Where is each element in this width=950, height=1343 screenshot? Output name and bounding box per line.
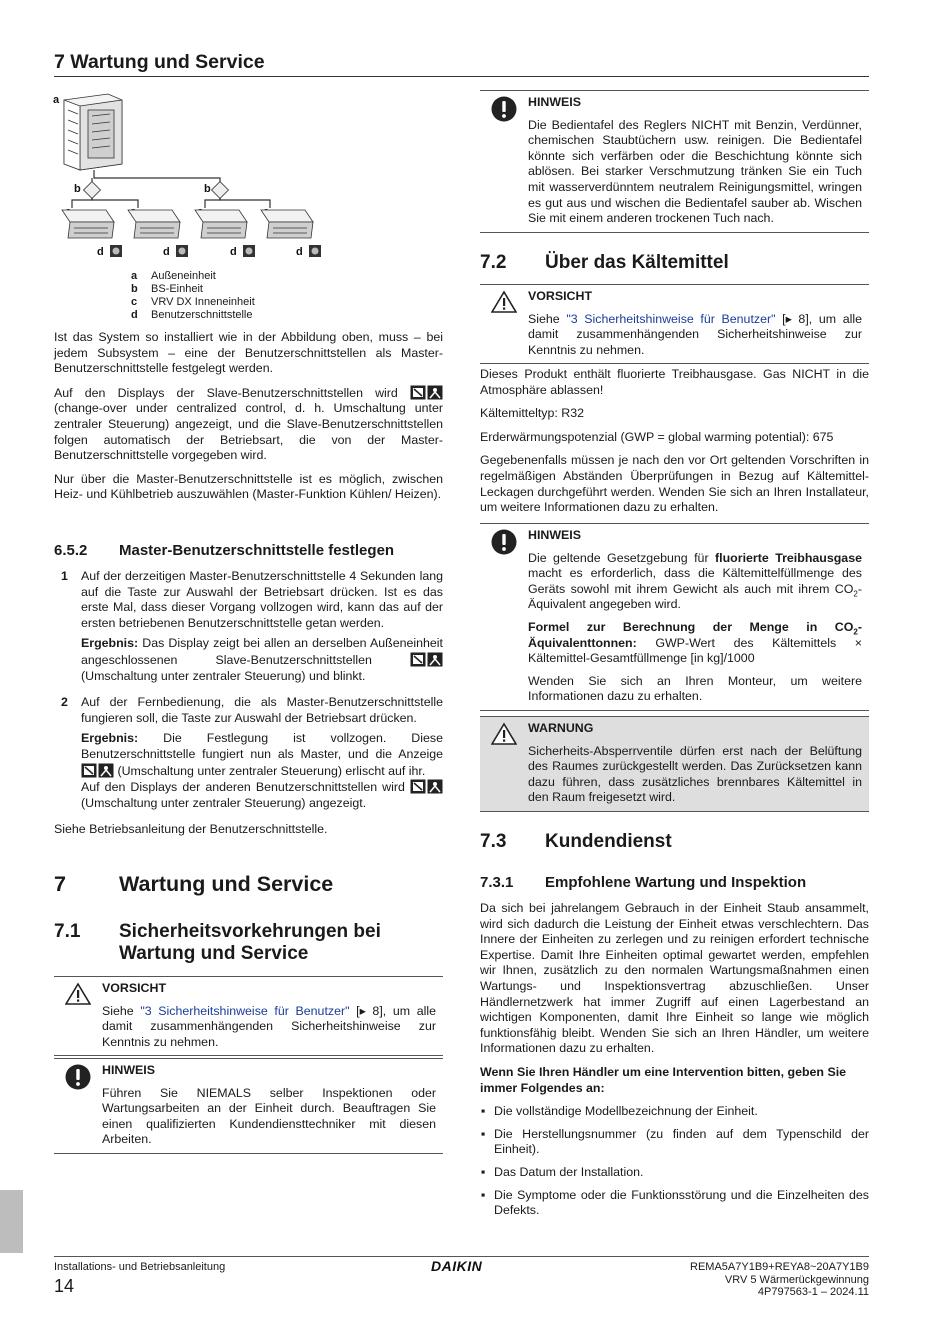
outdoor-unit-icon [64, 94, 122, 170]
paragraph: Nur über die Master-Benutzerschnittstelle ist es möglich, zwischen Heiz- und Kühlbetrieb auszuwählen (Master-Funktion Kühlen/ Heizen). [54, 471, 443, 502]
caution-box-left: VORSICHT Siehe "3 Sicherheitshinweise für Benutzer" [▸ 8], um alle damit zusammenhängenden Sicherheitshinweise zur Kenntnis zu nehmen. [54, 976, 443, 1056]
paragraph: Erderwärmungspotenzial (GWP = global warming potential): 675 [480, 429, 834, 444]
remote-control-icon [176, 245, 188, 257]
notice-box-left: HINWEIS Führen Sie NIEMALS selber Inspektionen oder Wartungsarbeiten an der Einheit durch. Beauftragen Sie einen qualifizierten Kundendiensttechniker mit diesen Arbeiten. [54, 1058, 443, 1154]
changeover-central-control-icon [81, 763, 114, 778]
paragraph: Gegebenenfalls müssen je nach den vor Ort geltenden Vorschriften in regelmäßigen Abständen Überprüfungen in Bezug auf Kältemittel-Leckagen durchgeführt werden. Wenden Sie sich an Ihren Installateur, um weitere Informationen dazu zu erhalten. [480, 453, 869, 515]
notice-exclamation-icon [491, 96, 517, 122]
step-item: 1 Auf der derzeitigen Master-Benutzerschnittstelle 4 Sekunden lang auf die Taste zur Auswahl der Betriebsart drücken. Ist es das erste Mal, dass dieser Vorgang vollzogen wird, kann das auf der ersten betriebenen Benutzerschnittstelle getan werden. Ergebnis: Das Display zeigt bei allen an derselben Außeneinheit angeschlossenen Slave-Benutzerschnittstellen (Umschaltung unter zentraler Steuerung) und blinkt. [61, 569, 443, 683]
page-header [54, 50, 869, 77]
label-a: a [53, 94, 60, 106]
section-7-3-1-heading: 7.3.1 Empfohlene Wartung und Inspektion [480, 874, 807, 891]
section-7-heading: 7 Wartung und Service [54, 872, 334, 896]
notice-box-right-2: HINWEIS Die geltende Gesetzgebung für fluorierte Treibhausgase macht es erforderlich, dass die Kältemittelfüllmenge des Geräts sowohl mit ihrem Gewicht als auch mit ihrem $CO_2$-Äquivalent angegeben wird. Formel zur Berechnung der Menge in $CO_2$-Äquivalenttonnen: GWP-Wert des Kältemittels × Kältemittel-Gesamtfüllmenge [in kg]/1000 Wenden Sie sich an Ihren Monteur, um weitere Informationen dazu zu erhalten. [480, 523, 869, 711]
changeover-central-control-icon [410, 779, 443, 794]
maintenance-text [480, 901, 869, 1226]
indoor-unit-icon [62, 210, 114, 238]
footer-model-info: REMA5A7Y1B9+REYA8~20A7Y1B9 VRV 5 Wärmerückgewinnung 4P797563-1 – 2024.11 [690, 1261, 869, 1299]
label-d4: d [296, 246, 303, 258]
warning-box: WARNUNG Sicherheits-Absperrventile dürfen erst nach der Belüftung des Raumes zurückgestellt werden. Das Zurücksetzen kann dazu führen, dass zusätzliches brennbares Kältemittel in den Raum freigesetzt wird. [480, 716, 869, 812]
paragraph: Siehe Betriebsanleitung der Benutzerschnittstelle. [54, 822, 328, 837]
footer-divider [54, 1256, 869, 1257]
info-list [480, 1104, 869, 1219]
warning-triangle-icon [65, 982, 91, 1006]
figure-legend [131, 270, 255, 322]
user-interface-icons [110, 245, 321, 257]
left-column [54, 330, 443, 511]
safety-link[interactable]: "3 Sicherheitshinweise für Benutzer" [566, 311, 776, 326]
page-number: 14 [54, 1276, 75, 1296]
safety-link[interactable]: "3 Sicherheitshinweise für Benutzer" [140, 1003, 350, 1018]
paragraph: Wenn Sie Ihren Händler um eine Intervention bitten, geben Sie immer Folgendes an: [480, 1064, 847, 1095]
refrigerant-text [480, 367, 869, 524]
changeover-central-control-icon [410, 385, 443, 400]
indoor-unit-icon [261, 210, 313, 238]
paragraph: Kältemitteltyp: R32 [480, 406, 584, 421]
label-b2: b [204, 183, 211, 195]
chapter-tab [0, 1190, 23, 1253]
paragraph: Ist das System so installiert wie in der Abbildung oben, muss – bei jedem Subsystem – eine der Benutzerschnittstellen als Master-Benutzerschnittstelle festgelegt werden. [54, 330, 443, 376]
legend-row: b BS-Einheit [131, 283, 203, 295]
warning-triangle-icon [491, 722, 517, 746]
notice-exclamation-icon [491, 529, 517, 555]
footer-doc-type: Installations- und Betriebsanleitung [54, 1261, 226, 1273]
label-b1: b [74, 183, 81, 195]
bs-unit-icon [84, 182, 101, 199]
section-7-3-heading: 7.3 Kundendienst [480, 831, 672, 852]
step-item: 2 Auf der Fernbedienung, die als Master-Benutzerschnittstelle fungieren soll, die Taste zur Auswahl der Betriebsart drücken. Ergebnis: Die Festlegung ist vollzogen. Diese Benutzerschnittstelle fungiert nun als Master, und die Anzeige (Umschaltung unter zentraler Steuerung) erlischt auf ihr. Auf den Displays der anderen Benutzerschnittstellen wird (Umschaltung unter zentraler Steuerung) angezeigt. [61, 695, 443, 810]
legend-row: d Benutzerschnittstelle [131, 309, 253, 321]
daikin-logo: DAIKIN [431, 1258, 483, 1274]
legend-row: c VRV DX Inneneinheit [131, 296, 255, 308]
label-d3: d [230, 246, 237, 258]
piping-lines [72, 170, 270, 208]
label-d2: d [163, 246, 170, 258]
list-item: ▪ Die Herstellungsnummer (zu finden auf dem Typenschild der Einheit). [481, 1126, 869, 1157]
list-item: ▪ Das Datum der Installation. [481, 1164, 644, 1179]
caution-label: VORSICHT [528, 289, 593, 303]
system-diagram [50, 88, 330, 263]
notice-label: HINWEIS [102, 1063, 156, 1077]
warning-label: WARNUNG [528, 721, 594, 735]
caution-label: VORSICHT [102, 981, 167, 995]
list-item: ▪ Die Symptome oder die Funktionsstörung und die Einzelheiten des Defekts. [481, 1187, 869, 1218]
list-item: ▪ Die vollständige Modellbezeichnung der Einheit. [481, 1104, 758, 1119]
legend-row: a Außeneinheit [131, 270, 216, 282]
section-6-5-2-heading: 6.5.2 Master-Benutzerschnittstelle festlegen [54, 542, 395, 559]
indoor-unit-icon [195, 210, 247, 238]
section-7-2-heading: 7.2 Über das Kältemittel [480, 252, 729, 273]
warning-triangle-icon [491, 290, 517, 314]
remote-control-icon [243, 245, 255, 257]
paragraph: Da sich bei jahrelangem Gebrauch in der Einheit Staub ansammelt, wird sich dadurch die Leistung der Einheit etwas verschlechtern. Das Innere der Einheiten zu zerlegen und zu reinigen erfordert technische Expertise. Damit Ihre Einheiten optimal gewartet werden, empfehlen wir Ihnen, zusätzlich zu den normalen Wartungsmaßnahmen einen Wartungs- und Inspektionsvertrag abzuschließen. Unser Händlernetzwerk hat immer Zugriff auf einen Lagerbestand an wichtigen Komponenten, damit Ihre Einheit so lange wie möglich funktionsfähig bleibt. Wenden Sie sich an Ihren Händler, um weitere Informationen dazu zu erhalten. [480, 901, 869, 1056]
label-d1: d [97, 246, 104, 258]
notice-box-right-1: HINWEIS Die Bedientafel des Reglers NICHT mit Benzin, Verdünner, chemischen Staubtüchern usw. reinigen. Die Bedientafel könnte sich verfärben oder die Beschichtung könnte sich ablösen. Bei starker Verschmutzung tränken Sie ein Tuch mit wasserverdünntem neutralem Reinigungsmittel, wringen es gut aus und wischen die Bedientafel sauber ab. Wischen Sie mit einem anderen trockenen Tuch nach. [480, 90, 869, 233]
page-title: 7 Wartung und Service [54, 51, 265, 73]
notice-label: HINWEIS [528, 528, 582, 542]
caution-box-right: VORSICHT Siehe "3 Sicherheitshinweise für Benutzer" [▸ 8], um alle damit zusammenhängenden Sicherheitshinweise zur Kenntnis zu nehmen. [480, 284, 869, 364]
remote-control-icon [110, 245, 122, 257]
remote-control-icon [309, 245, 321, 257]
paragraph: Dieses Produkt enthält fluorierte Treibhausgase. Gas NICHT in die Atmosphäre ablassen! [480, 367, 869, 397]
changeover-central-control-icon [410, 652, 443, 667]
notice-exclamation-icon [65, 1064, 91, 1090]
section-7-1-heading: 7.1 Sicherheitsvorkehrungen bei Wartung und Service [54, 921, 381, 964]
bs-unit-icon [212, 182, 229, 199]
steps-list [54, 569, 443, 846]
indoor-unit-icon [128, 210, 180, 238]
notice-label: HINWEIS [528, 95, 582, 109]
paragraph: Auf den Displays der Slave-Benutzerschnittstellen wird (change-over under centralized control, d. h. Umschaltung unter zentraler Steuerung) angezeigt, und die Slave-Benutzerschnittstellen folgen automatisch der Betriebsart, die von der Master-Benutzerschnittstelle vorgegeben wird. [54, 385, 443, 463]
